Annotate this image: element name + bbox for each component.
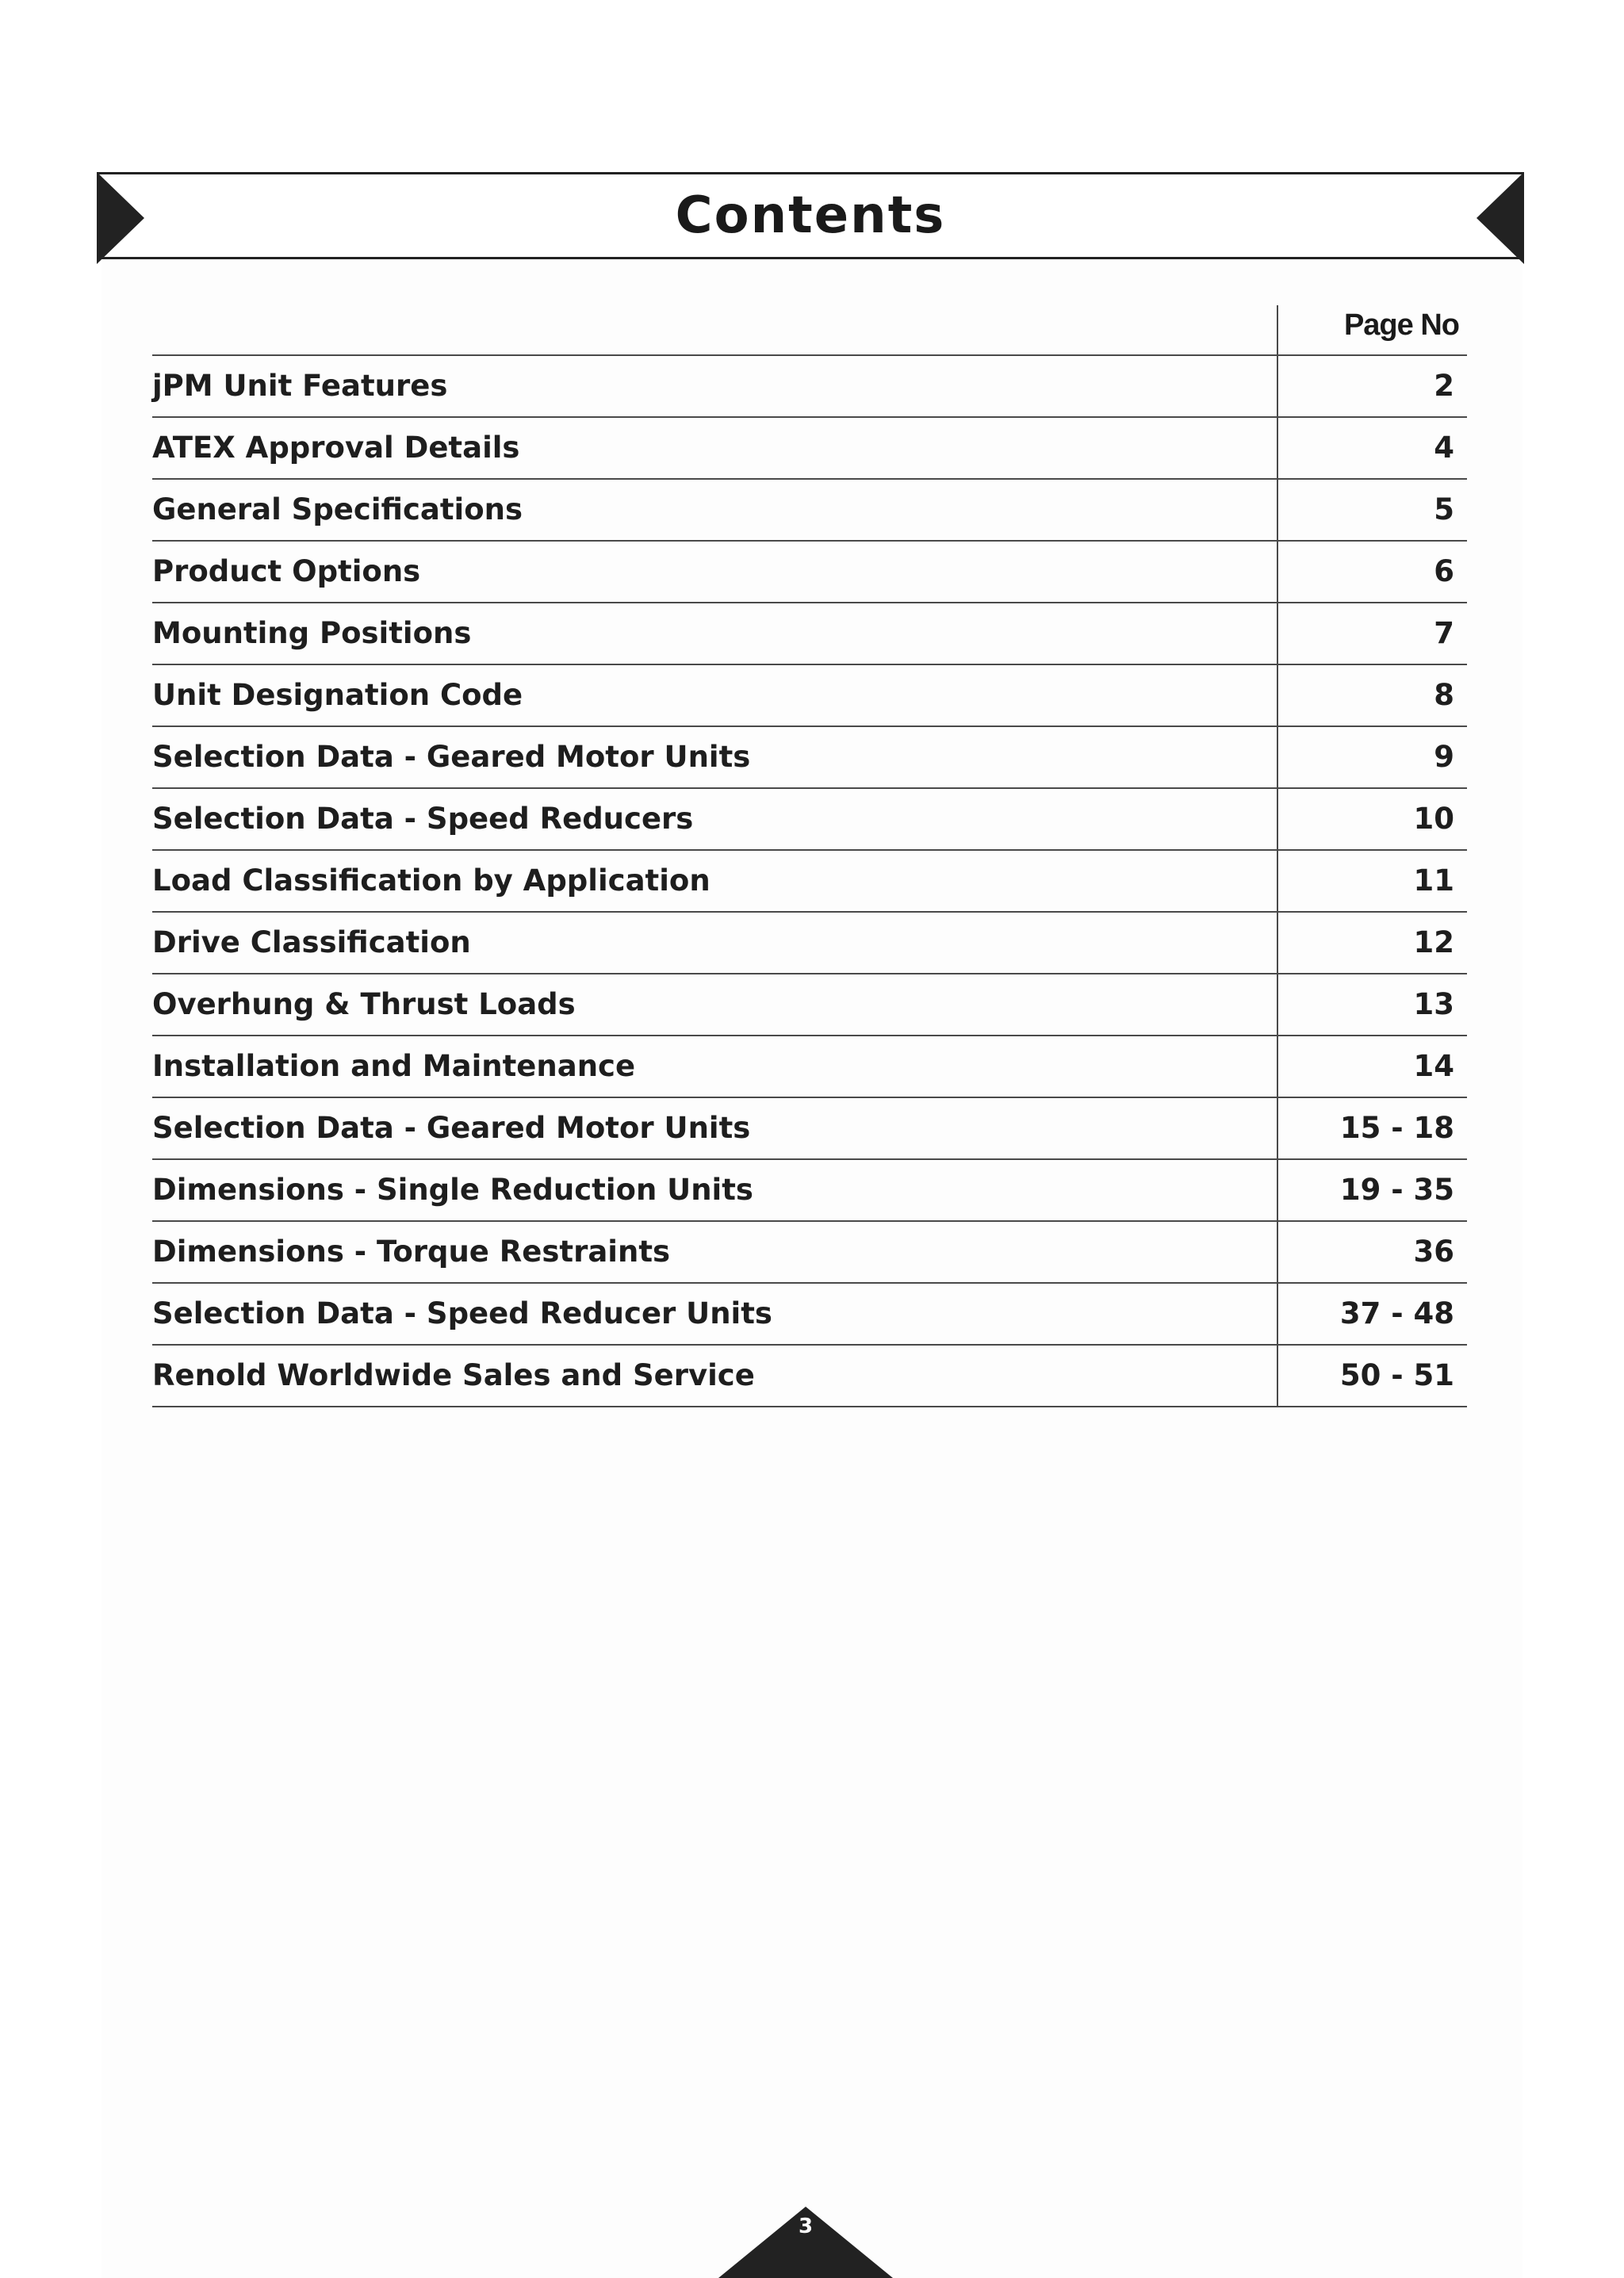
- toc-entry-title: Load Classification by Application: [152, 863, 710, 898]
- column-divider: [1277, 1160, 1278, 1220]
- toc-header: [152, 305, 1467, 356]
- toc-entry-title: Selection Data - Geared Motor Units: [152, 1111, 751, 1145]
- column-divider: [1277, 356, 1278, 416]
- toc-entry[interactable]: [152, 480, 1467, 542]
- toc-entry-title: Selection Data - Geared Motor Units: [152, 740, 751, 774]
- page-no-label: Page No: [1343, 308, 1459, 342]
- toc-entry[interactable]: [152, 542, 1467, 603]
- column-divider: [1277, 1284, 1278, 1344]
- toc-entry-page: 14: [1413, 1049, 1454, 1083]
- column-divider: [1277, 851, 1278, 911]
- column-divider: [1277, 480, 1278, 540]
- column-divider: [1277, 974, 1278, 1035]
- column-divider: [1277, 1036, 1278, 1097]
- toc-entry-page: 9: [1434, 740, 1454, 774]
- toc-entry[interactable]: [152, 913, 1467, 974]
- toc-entry-title: Installation and Maintenance: [152, 1049, 636, 1083]
- column-divider: [1277, 727, 1278, 787]
- toc-entry-page: 12: [1413, 925, 1454, 959]
- toc-entry[interactable]: [152, 603, 1467, 665]
- toc-entry-page: 2: [1434, 369, 1454, 403]
- toc-entry[interactable]: [152, 418, 1467, 480]
- toc-entry-title: Selection Data - Speed Reducer Units: [152, 1296, 772, 1330]
- column-divider: [1277, 913, 1278, 973]
- toc-entry-page: 7: [1434, 616, 1454, 650]
- toc-entry[interactable]: [152, 727, 1467, 789]
- toc-entry-title: ATEX Approval Details: [152, 431, 520, 465]
- column-divider: [1277, 603, 1278, 664]
- column-divider: [1277, 305, 1278, 354]
- toc-entry-page: 37 - 48: [1339, 1296, 1454, 1330]
- toc-entry[interactable]: [152, 974, 1467, 1036]
- page-number: 3: [798, 2215, 814, 2238]
- title-banner: [97, 172, 1524, 259]
- toc-entry-page: 8: [1434, 678, 1454, 712]
- column-divider: [1277, 1222, 1278, 1282]
- toc-entry[interactable]: [152, 851, 1467, 913]
- toc-entry[interactable]: [152, 1036, 1467, 1098]
- toc-entry-title: Dimensions - Single Reduction Units: [152, 1173, 753, 1207]
- toc-entry-page: 5: [1434, 492, 1454, 526]
- toc-entry-title: jPM Unit Features: [152, 369, 448, 403]
- column-divider: [1277, 665, 1278, 726]
- toc-entry[interactable]: [152, 665, 1467, 727]
- toc-entry[interactable]: [152, 1222, 1467, 1284]
- toc-entry-page: 50 - 51: [1339, 1358, 1454, 1392]
- table-of-contents: [152, 305, 1467, 1407]
- toc-entry[interactable]: [152, 356, 1467, 418]
- toc-entry-title: Unit Designation Code: [152, 678, 523, 712]
- toc-entry-title: Overhung & Thrust Loads: [152, 987, 576, 1021]
- column-divider: [1277, 1346, 1278, 1406]
- toc-entry-page: 15 - 18: [1339, 1111, 1454, 1145]
- toc-entry-page: 11: [1413, 863, 1454, 898]
- page-title: Contents: [675, 186, 946, 245]
- column-divider: [1277, 789, 1278, 849]
- toc-entry-page: 10: [1413, 802, 1454, 836]
- toc-entry-title: Dimensions - Torque Restraints: [152, 1235, 671, 1269]
- toc-entry-page: 4: [1434, 431, 1454, 465]
- toc-entry-title: Drive Classification: [152, 925, 471, 959]
- column-divider: [1277, 542, 1278, 602]
- toc-entry-page: 6: [1434, 554, 1454, 588]
- toc-entry-title: Renold Worldwide Sales and Service: [152, 1358, 755, 1392]
- toc-entry-title: Product Options: [152, 554, 421, 588]
- toc-entry-page: 19 - 35: [1339, 1173, 1454, 1207]
- toc-entry[interactable]: [152, 1284, 1467, 1346]
- toc-entry-title: Selection Data - Speed Reducers: [152, 802, 694, 836]
- toc-entry-title: Mounting Positions: [152, 616, 472, 650]
- column-divider: [1277, 418, 1278, 478]
- column-divider: [1277, 1098, 1278, 1158]
- toc-entry[interactable]: [152, 789, 1467, 851]
- toc-entry[interactable]: [152, 1160, 1467, 1222]
- toc-entry-page: 36: [1413, 1235, 1454, 1269]
- toc-entry[interactable]: [152, 1346, 1467, 1407]
- toc-entry-title: General Specifications: [152, 492, 523, 526]
- toc-entry[interactable]: [152, 1098, 1467, 1160]
- toc-entry-page: 13: [1413, 987, 1454, 1021]
